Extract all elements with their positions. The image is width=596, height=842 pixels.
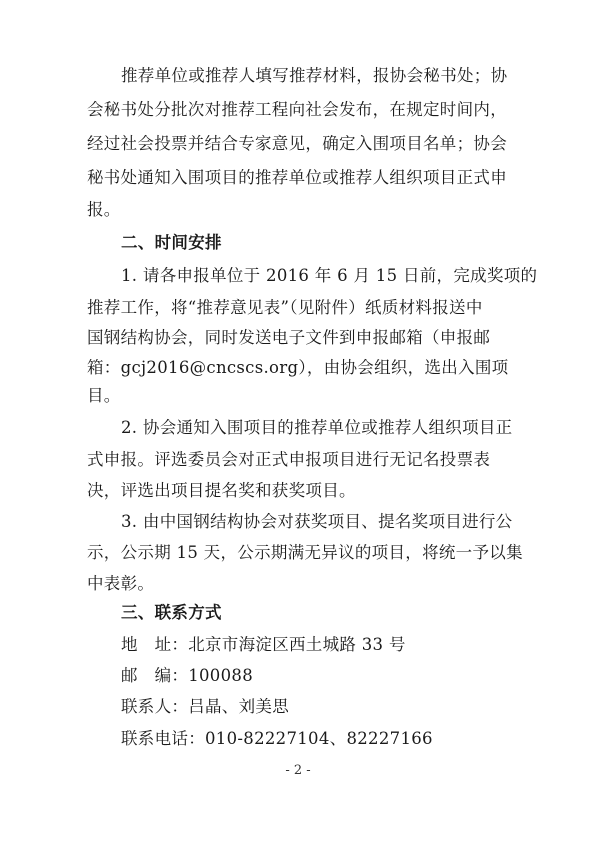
intro-line-2: 会秘书处分批次对推荐工程向社会发布，在规定时间内，: [87, 100, 507, 119]
contact-address: 地 址：北京市海淀区西土城路 33 号: [121, 635, 406, 654]
schedule-item1-line-3: 国钢结构协会，同时发送电子文件到申报邮箱（申报邮: [87, 328, 491, 347]
page-number: - 2 -: [285, 763, 311, 778]
schedule-item3-line-1: 3. 由中国钢结构协会对获奖项目、提名奖项目进行公: [121, 512, 513, 531]
intro-line-1: 推荐单位或推荐人填写推荐材料，报协会秘书处；协: [121, 66, 508, 85]
section-heading-schedule: 二、时间安排: [121, 233, 222, 252]
schedule-item2-line-1: 2. 协会通知入围项目的推荐单位或推荐人组织项目正: [121, 418, 513, 437]
schedule-item1-line-2: 推荐工作，将“推荐意见表”（见附件）纸质材料报送中: [87, 298, 483, 317]
schedule-item1-line-4: 箱：gcj2016@cncscs.org），由协会组织，选出入围项: [87, 358, 509, 377]
intro-line-5: 报。: [87, 200, 121, 219]
contact-postcode: 邮 编：100088: [121, 666, 253, 685]
intro-line-3: 经过社会投票并结合专家意见，确定入围项目名单；协会: [87, 134, 507, 153]
schedule-item2-line-2: 式申报。评选委员会对正式申报项目进行无记名投票表: [87, 450, 491, 469]
section-heading-contact: 三、联系方式: [121, 603, 222, 622]
schedule-item3-line-2: 示，公示期 15 天，公示期满无异议的项目，将统一予以集: [87, 543, 523, 562]
schedule-item2-line-3: 决，评选出项目提名奖和获奖项目。: [87, 481, 356, 500]
schedule-item3-line-3: 中表彰。: [87, 574, 155, 593]
intro-line-4: 秘书处通知入围项目的推荐单位或推荐人组织项目正式申: [87, 168, 507, 187]
schedule-item1-line-5: 目。: [87, 386, 121, 405]
contact-phone: 联系电话：010-82227104、82227166: [121, 729, 433, 748]
contact-person: 联系人：吕晶、刘美思: [121, 697, 289, 716]
schedule-item1-line-1: 1. 请各申报单位于 2016 年 6 月 15 日前，完成奖项的: [121, 266, 538, 285]
